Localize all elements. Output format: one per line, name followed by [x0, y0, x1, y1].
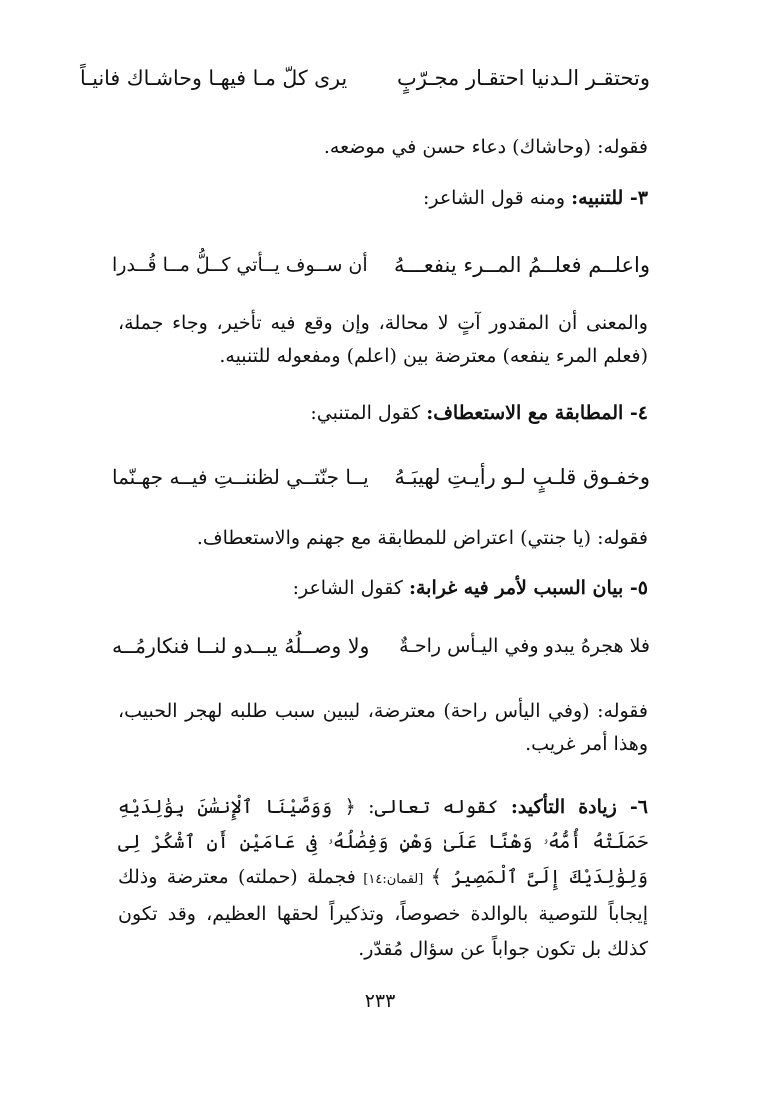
section-6-heading: ٦- زيادة التأكيد:	[510, 796, 648, 818]
section-3-line	[423, 183, 648, 213]
quran-verse: ﴿ وَوَصَّيْنَا ٱلْإِنسَٰنَ بِوَٰلِدَيْهِ حَمَلَتْهُ أُمُّهُۥ وَهْنًا عَلَىٰ وَهْنٍ وَفِصَٰلُهُۥ فِى عَامَيْنِ أَنِ ٱشْكُرْ لِى وَلِوَٰلِدَيْكَ إِلَىَّ ٱلْمَصِيرُ ﴾	[118, 796, 648, 888]
verse-1	[80, 63, 650, 93]
section-5-heading: ٥- بيان السبب لأمر فيه غرابة:	[408, 577, 648, 599]
page-number: ٢٣٣	[364, 990, 396, 1012]
section-3-heading: ٣- للتنبيه:	[571, 187, 648, 209]
verse-1-left-hemistich: يرى كلّ مـا فيهـا وحاشـاك فانيـاً	[80, 66, 348, 90]
verse-4-right-hemistich: فلا هجرهُ يبدو وفي اليـأس راحـةٌ	[399, 635, 650, 657]
section-6-paragraph	[118, 790, 648, 967]
verse-1-right-hemistich: وتحتقـر الـدنيا احتقـار مجـرّبٍ	[396, 66, 650, 90]
section-6-intro: كقوله تعالى:	[355, 796, 511, 818]
section-4-text: كقول المتنبي:	[310, 402, 427, 424]
verse-3-right-hemistich: وخفـوق قلـبٍ لـو رأيـتِ لهيبَـهُ	[394, 465, 650, 489]
verse-4-left-hemistich: ولا وصــلُهُ يبــدو لنــا فنكارمُــه	[112, 634, 370, 658]
quran-reference: [لقمان:١٤]	[355, 872, 431, 887]
verse-3	[112, 462, 650, 492]
meaning-paragraph: والمعنى أن المقدور آتٍ لا محالة، وإن وقع فيه تأخير، وجاء جملة، (فعلم المرء ينفعه) معترضة بين (اعلم) ومفعوله للتنبيه.	[118, 312, 648, 367]
verse-2	[112, 250, 650, 280]
comment-verse-3: فقوله: (يا جنتي) اعتراض للمطابقة مع جهنم والاستعطاف.	[196, 527, 648, 549]
section-5-text: كقول الشاعر:	[292, 577, 409, 599]
verse-4	[112, 631, 650, 661]
section-6-explanation: فجملة (حملته) معترضة وذلك إيجاباً للتوصية بالوالدة خصوصاً، وتذكيراً لحقها العظيم، وقد تكون كذلك بل تكون جواباً عن سؤال مُقدّر.	[118, 866, 648, 960]
section-3-text: ومنه قول الشاعر:	[422, 187, 572, 209]
verse-2-left-hemistich: أن ســوف يــأتي كــلُّ مــا قُــدرا	[112, 254, 368, 276]
verse-2-right-hemistich: واعلــم فعلــمُ المــرء ينفعـــهُ	[394, 253, 650, 277]
section-4-heading: ٤- المطابقة مع الاستعطاف:	[426, 402, 648, 424]
comment-verse-4: فقوله: (وفي اليأس راحة) معترضة، ليبين سبب طلبه لهجر الحبيب، وهذا أمر غريب.	[118, 700, 648, 755]
verse-3-left-hemistich: يــا جنّتــي لظننــتِ فيــه جهـنّما	[112, 465, 369, 489]
section-4-line	[310, 398, 648, 428]
comment-verse-1: فقوله: (وحاشاك) دعاء حسن في موضعه.	[323, 136, 648, 158]
section-5-line	[293, 573, 648, 603]
